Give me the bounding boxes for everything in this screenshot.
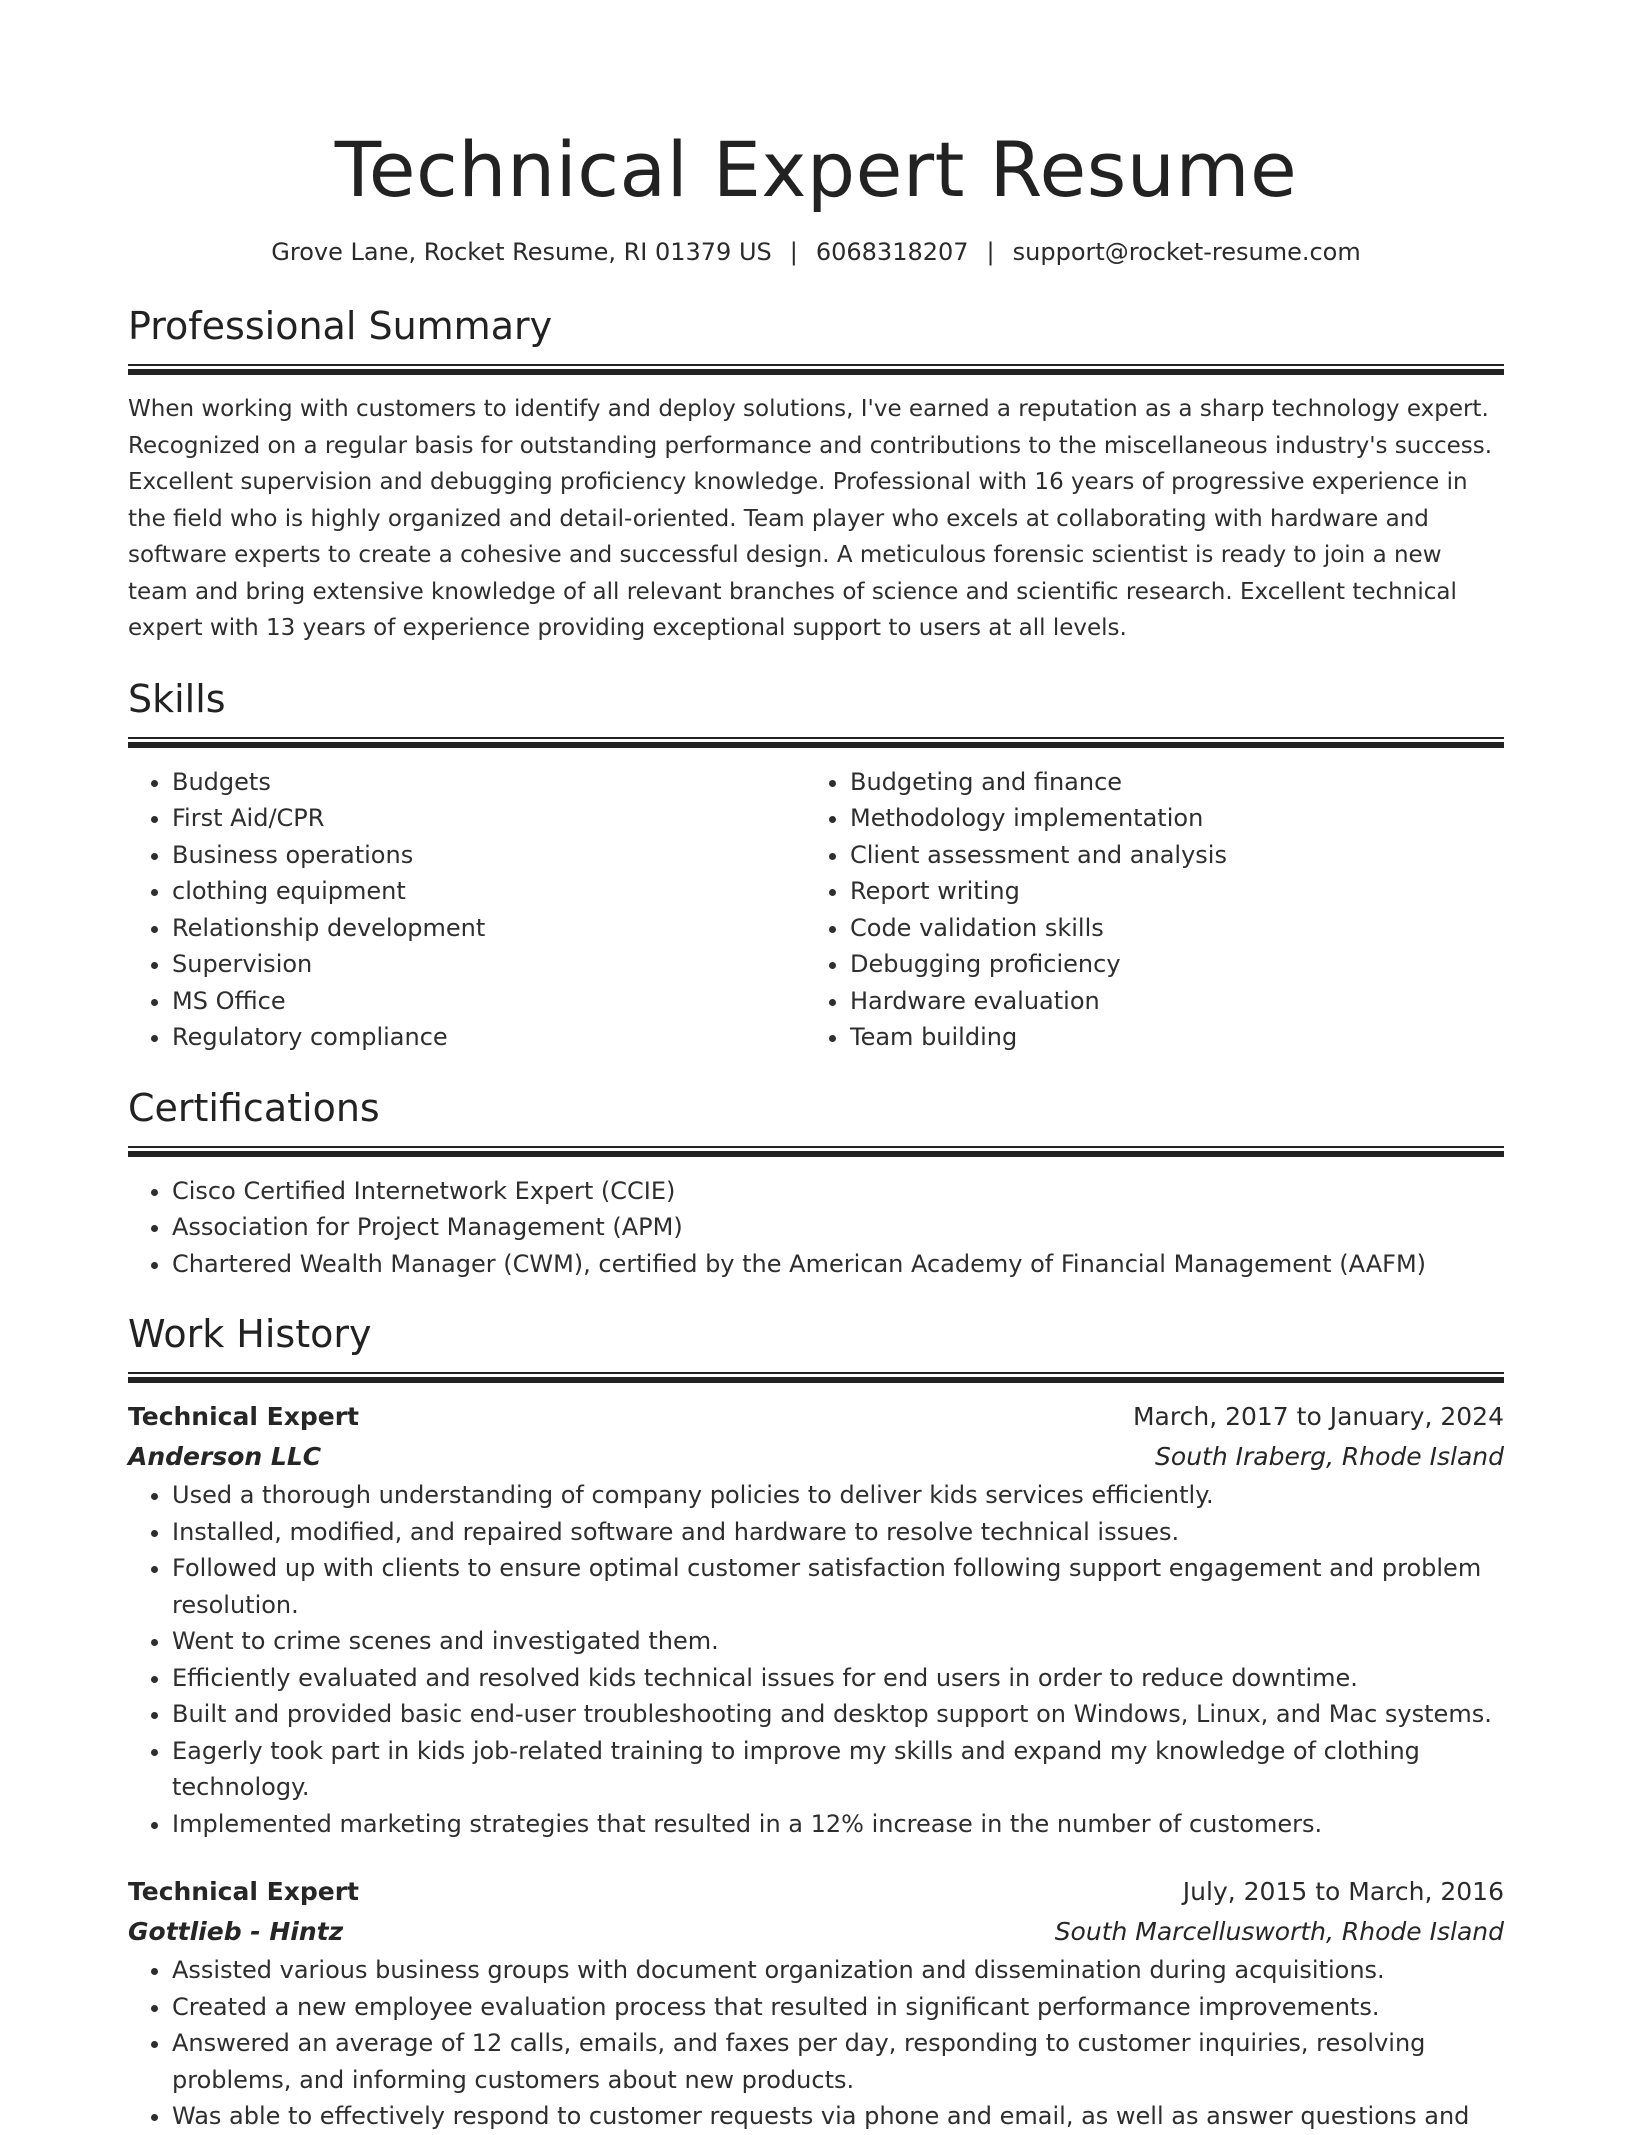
job-duty: • Used a thorough understanding of company policies to deliver kids services efficiently. (172, 1477, 1504, 1514)
work-history-heading: Work History (128, 1312, 372, 1356)
contact-address: Grove Lane, Rocket Resume, RI 01379 US (271, 238, 772, 266)
skills-grid (128, 764, 1504, 1056)
job-duties-list (128, 1477, 1504, 1842)
work-history-section (128, 1310, 1504, 2135)
contact-line (128, 236, 1504, 268)
job-duty: • Implemented marketing strategies that resulted in a 12% increase in the number of customers. (172, 1806, 1504, 1843)
job-entry (128, 1872, 1504, 2135)
skills-column-left (128, 764, 806, 1056)
skill-item: • Relationship development (172, 910, 806, 947)
job-duty: • Assisted various business groups with document organization and dissemination during acquisitions. (172, 1952, 1504, 1989)
job-entry (128, 1397, 1504, 1842)
skills-list-right (806, 764, 1484, 1056)
job-header (128, 1397, 1504, 1437)
job-company: Gottlieb - Hintz (128, 1917, 344, 1946)
job-duty: • Went to crime scenes and investigated them. (172, 1623, 1504, 1660)
skill-item: • First Aid/CPR (172, 800, 806, 837)
skill-item: • Hardware evaluation (850, 983, 1484, 1020)
skill-item: • Supervision (172, 946, 806, 983)
contact-separator: | (986, 238, 995, 266)
job-subheader (128, 1912, 1504, 1952)
certifications-section (128, 1084, 1504, 1283)
job-dates: July, 2015 to March, 2016 (1182, 1877, 1504, 1906)
summary-section (128, 302, 1504, 647)
skill-item: • Report writing (850, 873, 1484, 910)
skill-item: • Debugging proficiency (850, 946, 1484, 983)
skills-section (128, 675, 1504, 1056)
skill-item: • Regulatory compliance (172, 1019, 806, 1056)
contact-email: support@rocket-resume.com (1012, 238, 1361, 266)
skill-item: • MS Office (172, 983, 806, 1020)
job-title: Technical Expert (128, 1402, 359, 1431)
job-duty: • Built and provided basic end-user troubleshooting and desktop support on Windows, Linux, and Mac systems. (172, 1696, 1504, 1733)
job-subheader (128, 1437, 1504, 1477)
certification-item: • Cisco Certified Internetwork Expert (CCIE) (172, 1173, 1504, 1210)
skills-heading: Skills (128, 676, 226, 721)
section-divider (128, 737, 1504, 748)
certification-item: • Chartered Wealth Manager (CWM), certified by the American Academy of Financial Management (AAFM) (172, 1246, 1504, 1283)
job-duty: • Followed up with clients to ensure optimal customer satisfaction following support engagement and problem resolution. (172, 1550, 1504, 1623)
certifications-heading: Certifications (128, 1085, 380, 1130)
section-divider (128, 1146, 1504, 1157)
skill-item: • Client assessment and analysis (850, 837, 1484, 874)
job-duty: • Eagerly took part in kids job-related training to improve my skills and expand my knowledge of clothing technology. (172, 1733, 1504, 1806)
summary-heading: Professional Summary (128, 304, 553, 348)
job-location: South Marcellusworth, Rhode Island (1054, 1917, 1504, 1946)
resume-page (128, 0, 1504, 2135)
skill-item: • Methodology implementation (850, 800, 1484, 837)
certifications-list (128, 1173, 1504, 1283)
summary-text: When working with customers to identify and deploy solutions, I've earned a reputation as a sharp technology expert. Recognized on a regular basis for outstanding performance and contributions to the miscellaneous industry's success. Excellent supervision and debugging proficiency knowledge. Professional with 16 years of progressive experience in the field who is highly organized and detail-oriented. Team player who excels at collaborating with hardware and software experts to create a cohesive and successful design. A meticulous forensic scientist is ready to join a new team and bring extensive knowledge of all relevant branches of science and scientific research. Excellent technical expert with 13 years of experience providing exceptional support to users at all levels. (128, 396, 1493, 641)
job-duty: • Was able to effectively respond to customer requests via phone and email, as well as answer questions and (172, 2098, 1504, 2135)
section-divider (128, 1372, 1504, 1383)
skills-list-left (128, 764, 806, 1056)
skills-column-right (806, 764, 1484, 1056)
skill-item: • Team building (850, 1019, 1484, 1056)
contact-phone: 6068318207 (815, 238, 969, 266)
job-duty: • Answered an average of 12 calls, emails, and faxes per day, responding to customer inquiries, resolving problems, and informing customers about new products. (172, 2025, 1504, 2098)
job-dates: March, 2017 to January, 2024 (1132, 1402, 1504, 1431)
job-duty: • Created a new employee evaluation process that resulted in significant performance improvements. (172, 1989, 1504, 2026)
certification-item: • Association for Project Management (APM) (172, 1209, 1504, 1246)
skill-item: • Budgets (172, 764, 806, 801)
skill-item: • clothing equipment (172, 873, 806, 910)
section-divider (128, 364, 1504, 375)
job-header (128, 1872, 1504, 1912)
skill-item: • Code validation skills (850, 910, 1484, 947)
job-location: South Iraberg, Rhode Island (1155, 1442, 1504, 1471)
contact-separator: | (789, 238, 798, 266)
job-duty: • Installed, modified, and repaired software and hardware to resolve technical issues. (172, 1514, 1504, 1551)
job-company: Anderson LLC (128, 1442, 322, 1471)
page-title: Technical Expert Resume (334, 125, 1298, 214)
job-title: Technical Expert (128, 1877, 359, 1906)
skill-item: • Business operations (172, 837, 806, 874)
job-duty: • Efficiently evaluated and resolved kids technical issues for end users in order to reduce downtime. (172, 1660, 1504, 1697)
skill-item: • Budgeting and finance (850, 764, 1484, 801)
job-duties-list (128, 1952, 1504, 2135)
